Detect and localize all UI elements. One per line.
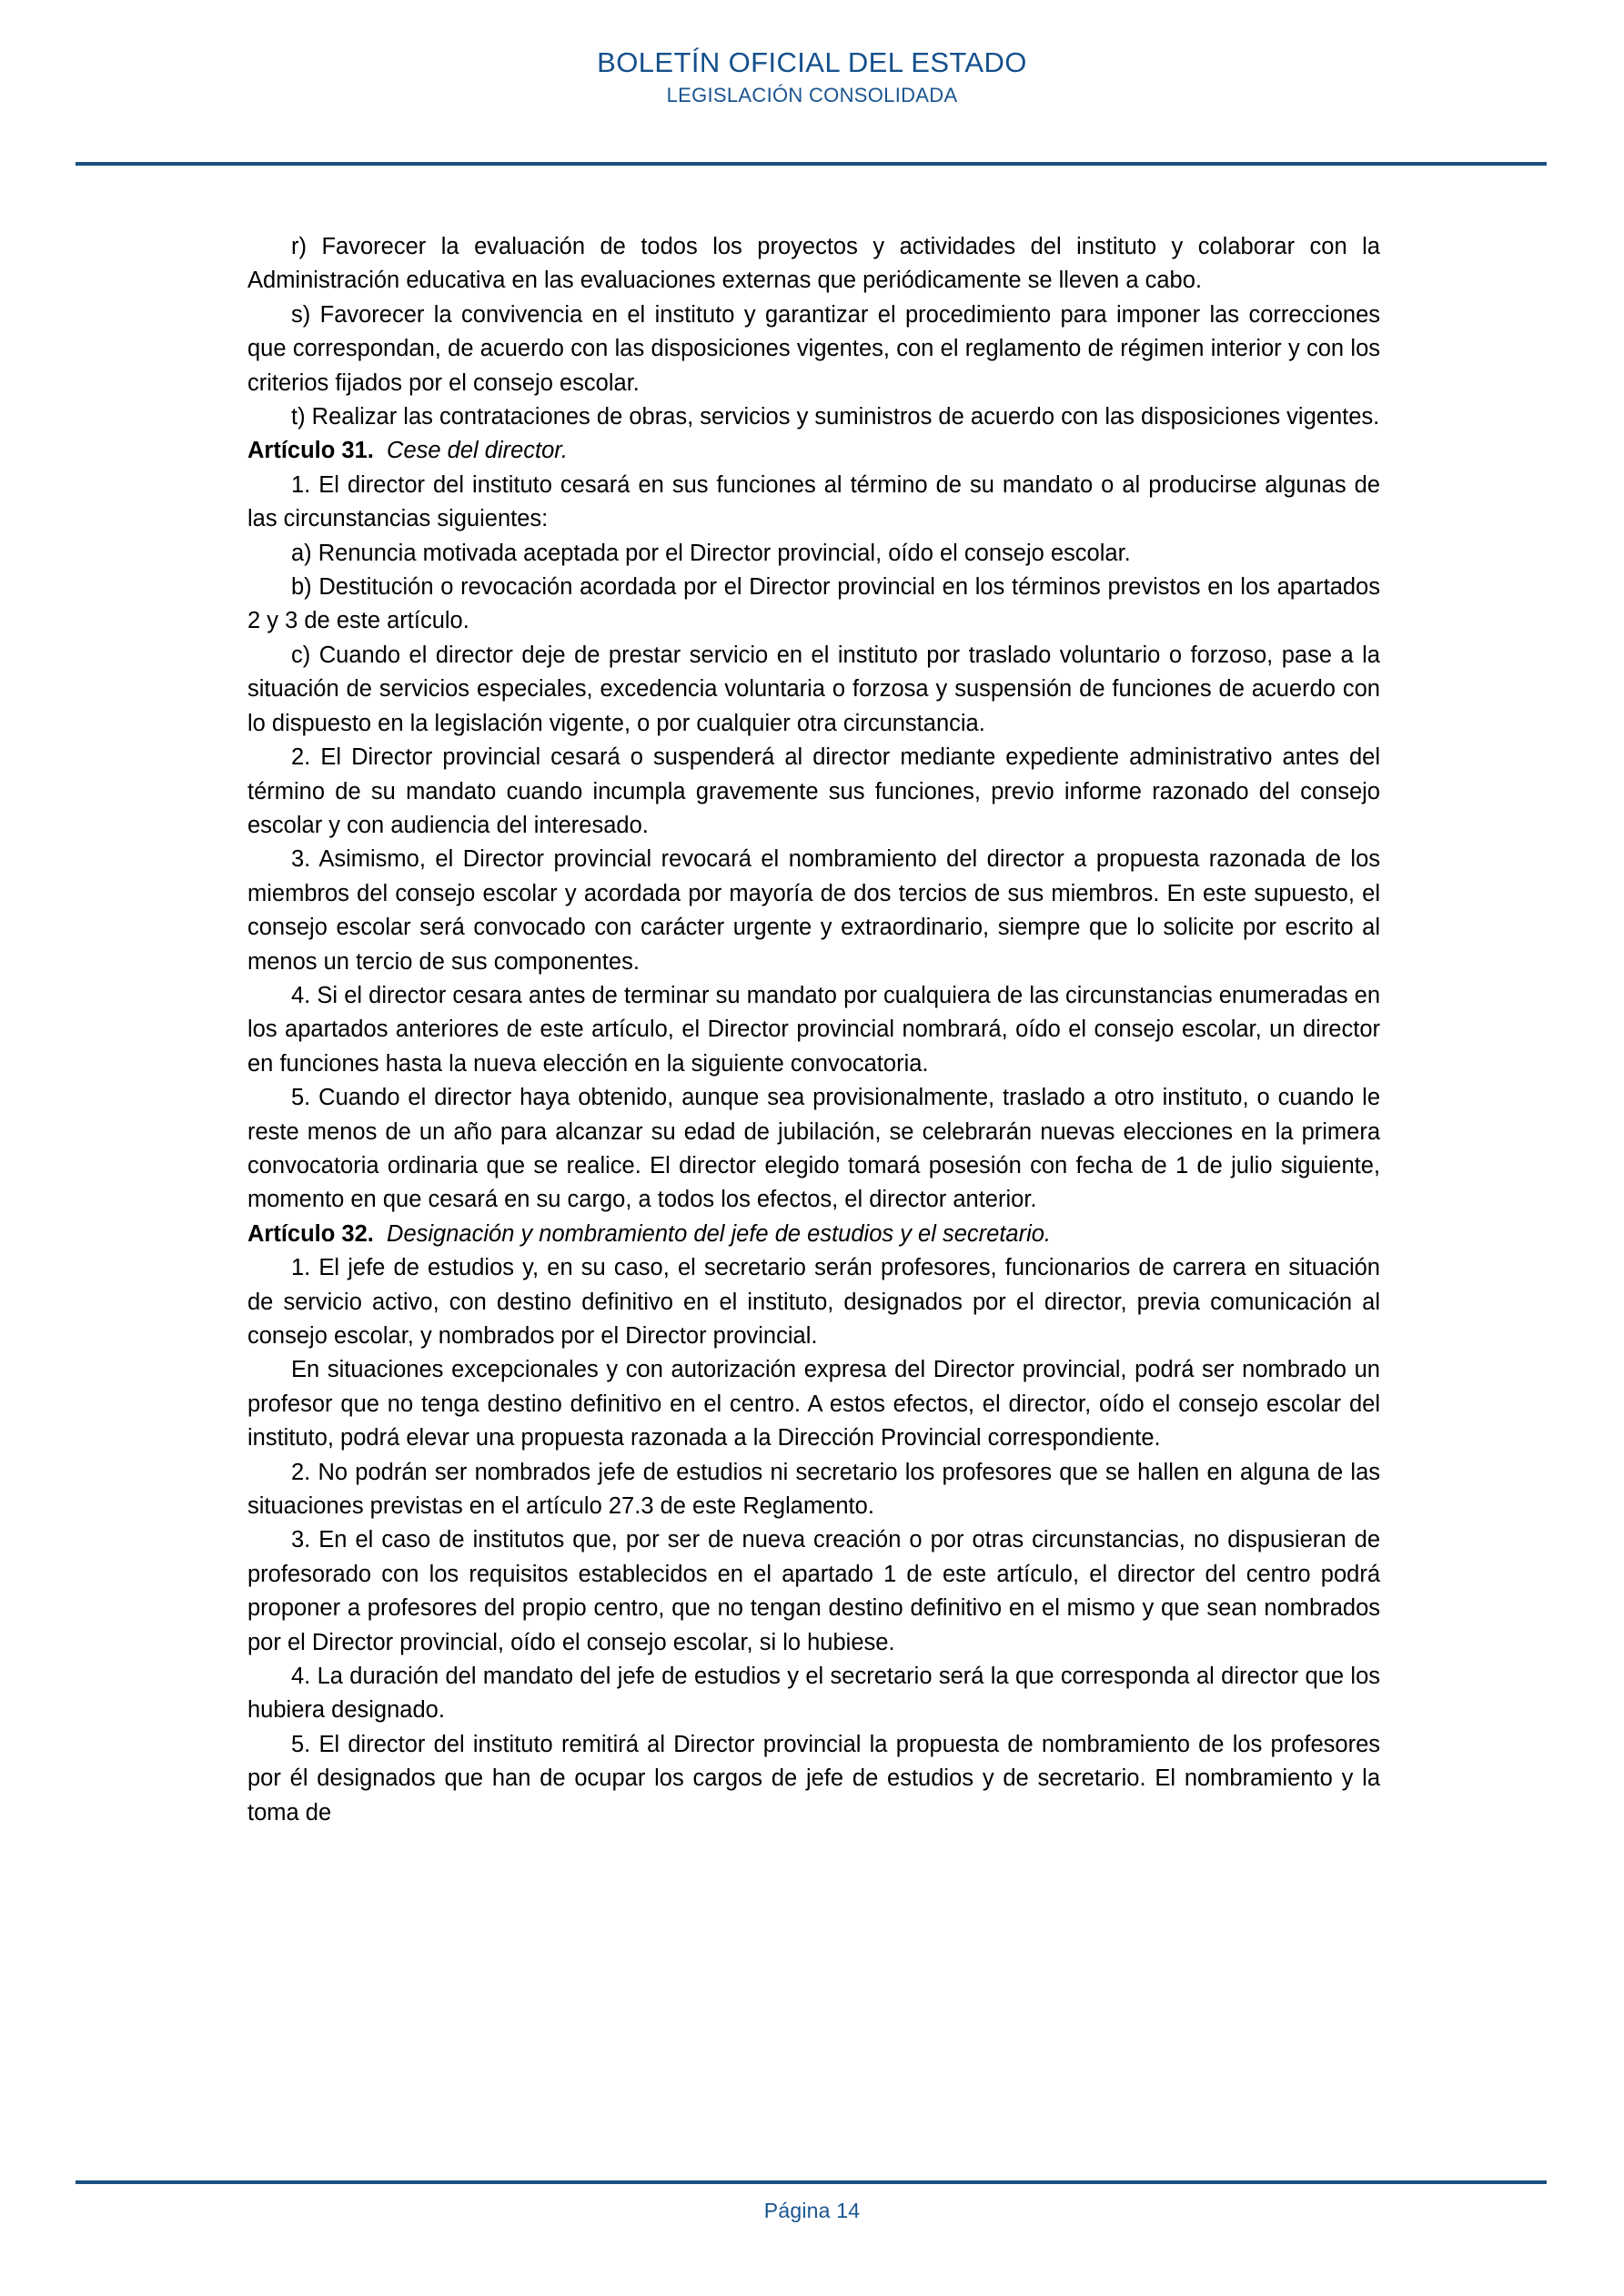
body-paragraph: 4. Si el director cesara antes de terminar su mandato por cualquiera de las circunstancias enumeradas en los apartados anteriores de este artículo, el Director provincial nombrará, oído el consejo escolar, un director en funciones hasta la nueva elección en la siguiente convocatoria. — [247, 982, 1380, 1077]
body-paragraph: 1. El jefe de estudios y, en su caso, el secretario serán profesores, funcionarios de carrera en situación de servicio activo, con destino definitivo en el instituto, designados por el director, previa comunicación al consejo escolar, y nombrados por el Director provincial. — [247, 1255, 1380, 1349]
article-number: Artículo 32. — [247, 1220, 374, 1247]
body-paragraph: r) Favorecer la evaluación de todos los proyectos y actividades del instituto y colaborar con la Administración educativa en las evaluaciones externas que periódicamente se lleven a cabo. — [247, 234, 1380, 294]
body-paragraph: 3. En el caso de institutos que, por ser de nueva creación o por otras circunstancias, no dispusieran de profesorado con los requisitos establecidos en el apartado 1 de este artículo, el director del centro podrá proponer a profesores del propio centro, que no tengan destino definitivo en el mismo y que sean nombrados por el Director provincial, oído el consejo escolar, si lo hubiese. — [247, 1527, 1380, 1655]
boe-subtitle: LEGISLACIÓN CONSOLIDADA — [666, 83, 958, 106]
article-title: Cese del director. — [387, 438, 568, 464]
header-divider-rule — [76, 162, 1547, 166]
document-header — [0, 0, 1624, 107]
article-heading — [247, 1218, 1380, 1251]
article-heading — [247, 434, 1380, 468]
body-paragraph: b) Destitución o revocación acordada por el Director provincial en los términos previstos en los apartados 2 y 3 de este artículo. — [247, 574, 1380, 634]
footer-divider-rule — [76, 2180, 1547, 2184]
article-title: Designación y nombramiento del jefe de estudios y el secretario. — [387, 1220, 1052, 1247]
body-paragraph: En situaciones excepcionales y con autorización expresa del Director provincial, podrá ser nombrado un profesor que no tenga destino definitivo en el centro. A estos efectos, el director, oído el consejo escolar del instituto, podrá elevar una propuesta razonada a la Dirección Provincial correspondiente. — [247, 1357, 1380, 1451]
article-number: Artículo 31. — [247, 438, 374, 464]
document-body — [247, 230, 1380, 1830]
body-paragraph: 4. La duración del mandato del jefe de estudios y el secretario será la que corresponda al director que los hubiera designado. — [247, 1664, 1380, 1724]
body-paragraph: s) Favorecer la convivencia en el instituto y garantizar el procedimiento para imponer las correcciones que correspondan, de acuerdo con las disposiciones vigentes, con el reglamento de régimen interior y con los criterios fijados por el consejo escolar. — [247, 301, 1380, 396]
body-paragraph: 5. El director del instituto remitirá al Director provincial la propuesta de nombramiento de los profesores por él designados que han de ocupar los cargos de jefe de estudios y de secretario. El nombramiento y la toma de — [247, 1731, 1380, 1826]
body-paragraph: 2. No podrán ser nombrados jefe de estudios ni secretario los profesores que se hallen en alguna de las situaciones previstas en el artículo 27.3 de este Reglamento. — [247, 1459, 1380, 1520]
page-number-label: Página 14 — [763, 2199, 861, 2222]
body-paragraph: a) Renuncia motivada aceptada por el Director provincial, oído el consejo escolar. — [291, 540, 1131, 566]
body-paragraph: 3. Asimismo, el Director provincial revocará el nombramiento del director a propuesta razonada de los miembros del consejo escolar y acordada por mayoría de dos tercios de sus miembros. En este supuesto, el consejo escolar será convocado con carácter urgente y extraordinario, siempre que lo solicite por escrito al menos un tercio de sus componentes. — [247, 846, 1380, 975]
body-paragraph: 5. Cuando el director haya obtenido, aunque sea provisionalmente, traslado a otro instituto, o cuando le reste menos de un año para alcanzar su edad de jubilación, se celebrarán nuevas elecciones en la primera convocatoria ordinaria que se realice. El director elegido tomará posesión con fecha de 1 de julio siguiente, momento en que cesará en su cargo, a todos los efectos, el director anterior. — [247, 1085, 1380, 1213]
body-paragraph: t) Realizar las contrataciones de obras, servicios y suministros de acuerdo con las disposiciones vigentes. — [291, 404, 1380, 430]
body-paragraph: 2. El Director provincial cesará o suspenderá al director mediante expediente administrativo antes del término de su mandato cuando incumpla gravemente sus funciones, previo informe razonado del consejo escolar y con audiencia del interesado. — [247, 744, 1380, 838]
body-paragraph: c) Cuando el director deje de prestar servicio en el instituto por traslado voluntario o forzoso, pase a la situación de servicios especiales, excedencia voluntaria o forzosa y suspensión de funciones de acuerdo con lo dispuesto en la legislación vigente, o por cualquier otra circunstancia. — [247, 642, 1380, 736]
boe-title: BOLETÍN OFICIAL DEL ESTADO — [597, 46, 1027, 78]
document-footer — [0, 2199, 1624, 2223]
body-paragraph: 1. El director del instituto cesará en sus funciones al término de su mandato o al producirse algunas de las circunstancias siguientes: — [247, 471, 1380, 532]
